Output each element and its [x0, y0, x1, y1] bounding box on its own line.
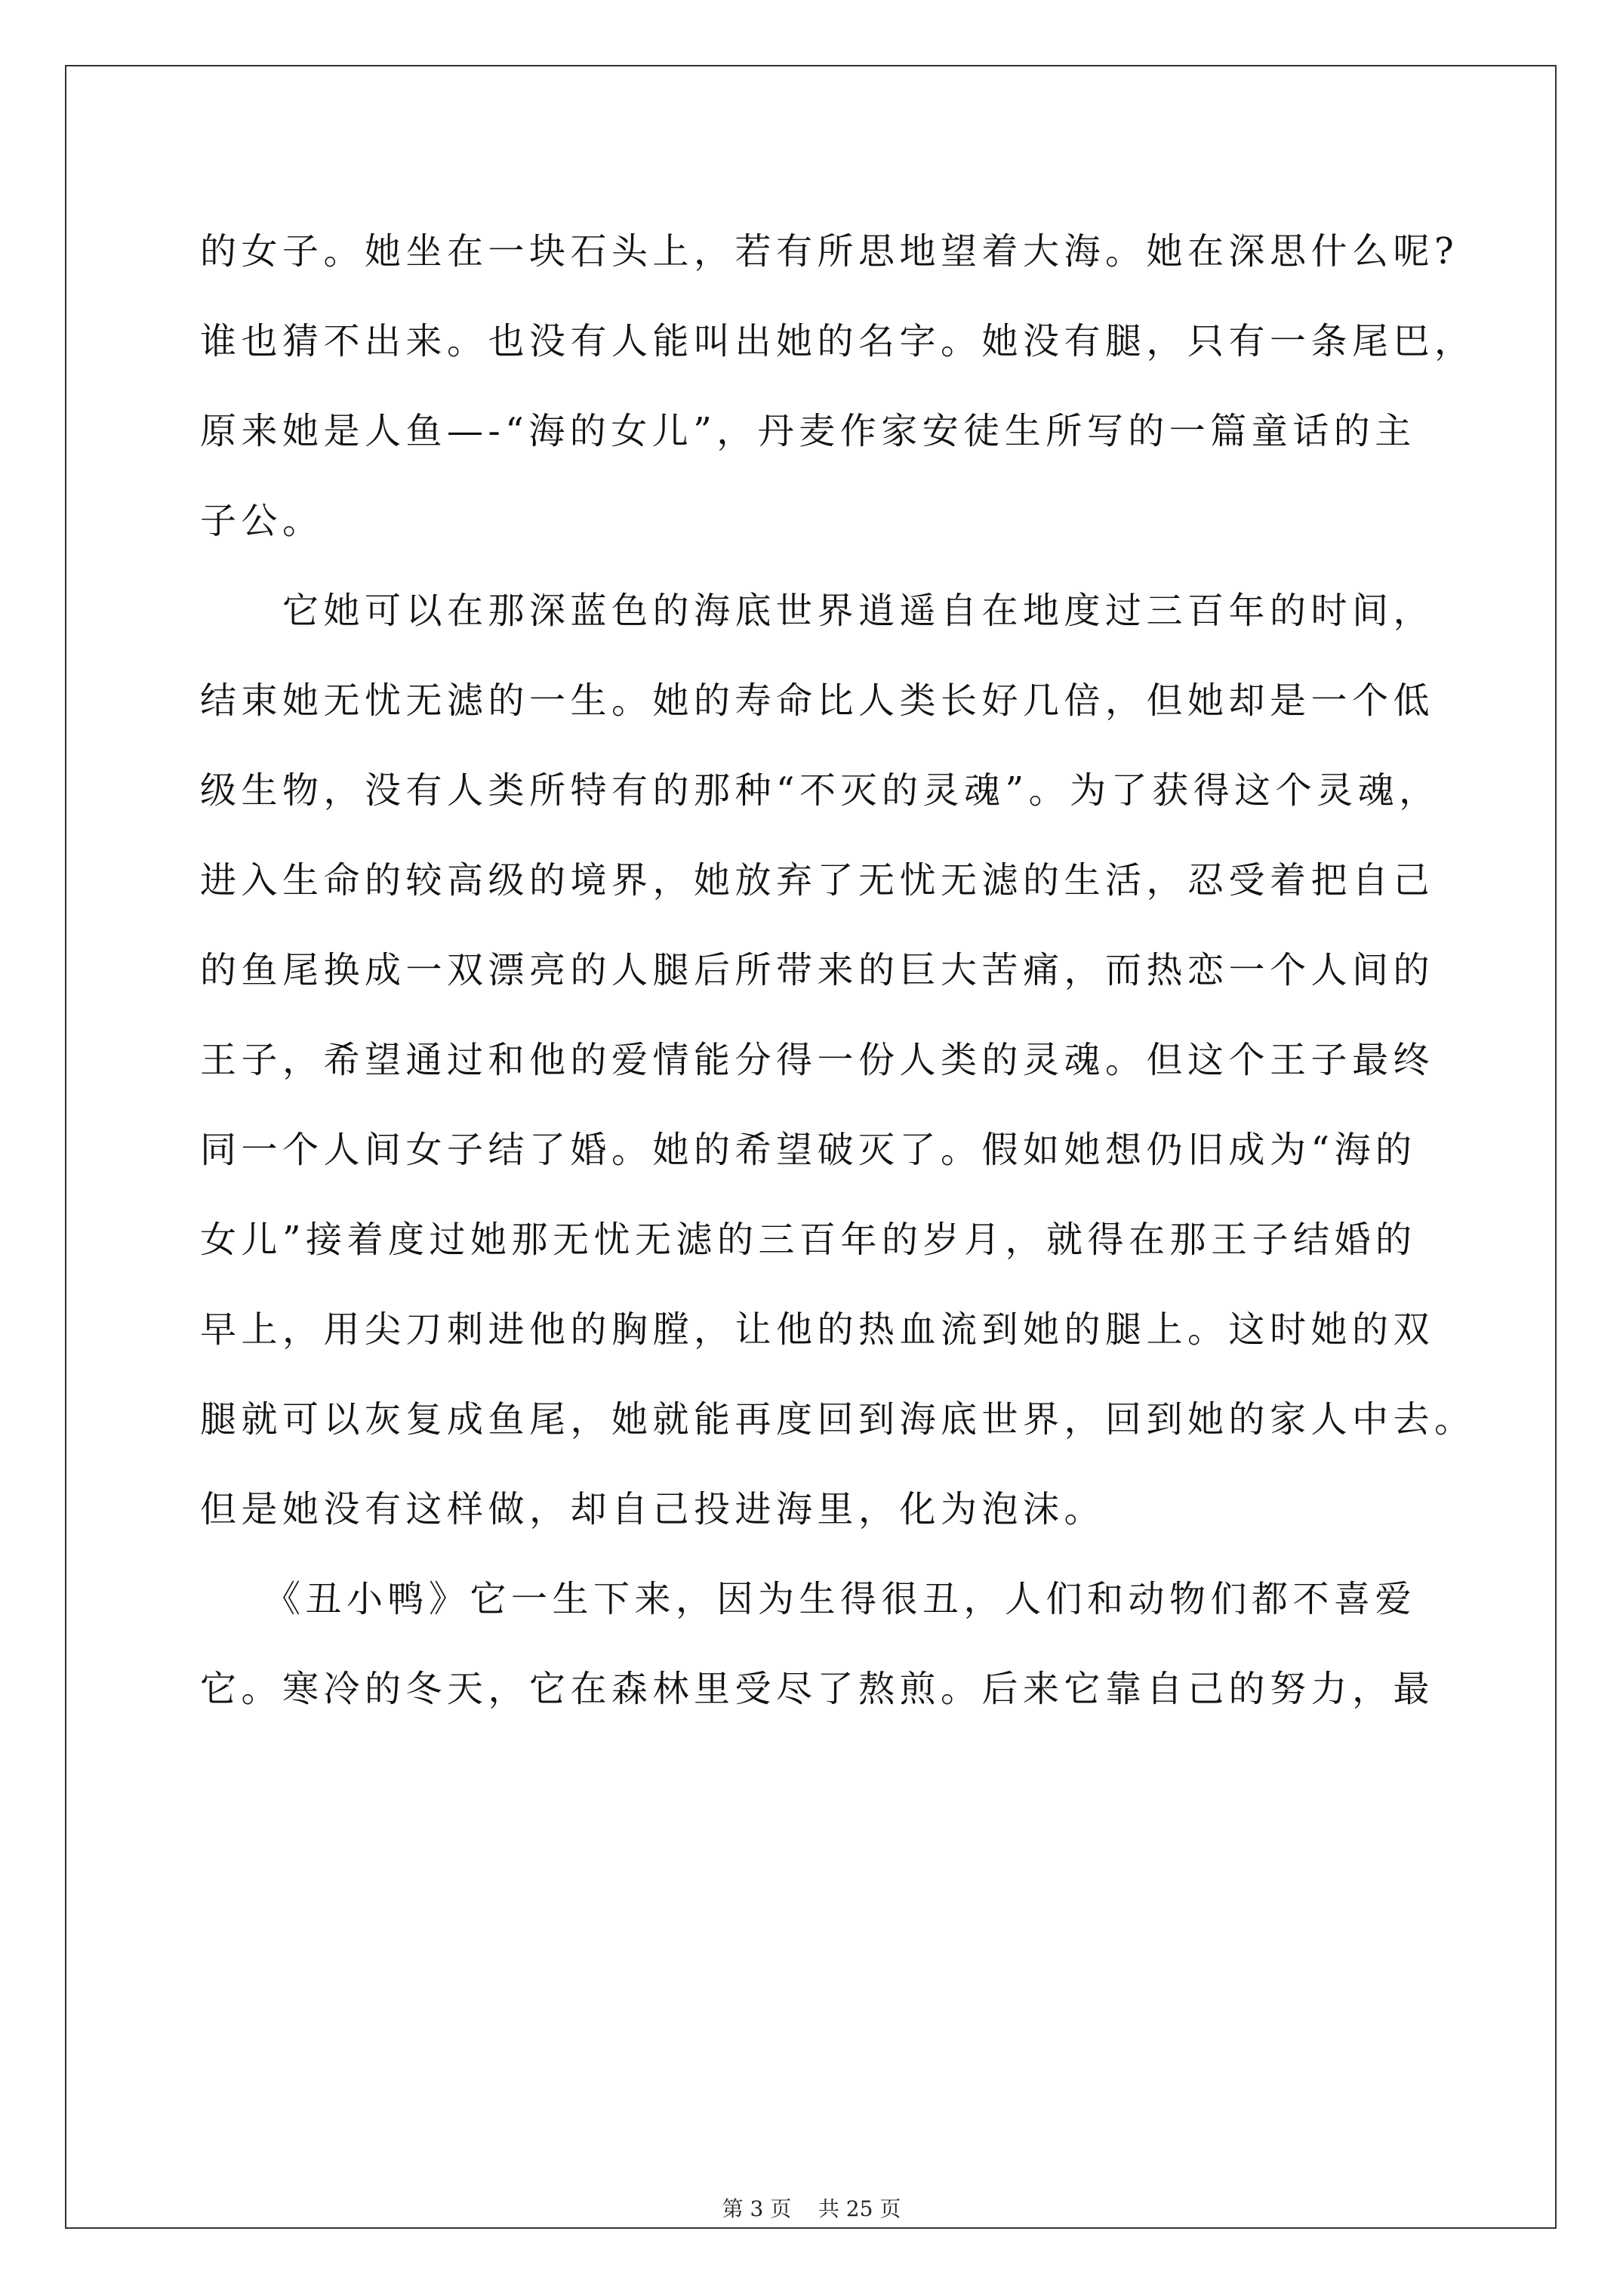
text-line: 进入生命的较高级的境界，她放弃了无忧无滤的生活，忍受着把自己	[200, 859, 1435, 901]
text-line: 同一个人间女子结了婚。她的希望破灭了。假如她想仍旧成为“海的	[200, 1129, 1417, 1171]
text-line: 结束她无忧无滤的一生。她的寿命比人类长好几倍，但她却是一个低	[200, 680, 1435, 722]
text-line: 早上，用尖刀刺进他的胸膛，让他的热血流到她的腿上。这时她的双	[200, 1308, 1435, 1351]
text-line: 原来她是人鱼—-“海的女儿”，丹麦作家安徒生所写的一篇童话的主	[200, 410, 1416, 452]
text-line: 的女子。她坐在一块石头上，若有所思地望着大海。她在深思什么呢?	[200, 230, 1459, 273]
page-number-current: 第 3 页	[722, 2196, 792, 2221]
text-line: 它她可以在那深蓝色的海底世界逍遥自在地度过三百年的时间，	[200, 590, 1435, 632]
text-line: 王子，希望通过和他的爱情能分得一份人类的灵魂。但这个王子最终	[200, 1039, 1435, 1081]
text-line: 腿就可以灰复成鱼尾，她就能再度回到海底世界，回到她的家人中去。	[200, 1398, 1476, 1441]
text-line: 但是她没有这样做，却自己投进海里，化为泡沫。	[200, 1488, 1106, 1530]
page-footer	[0, 2196, 1623, 2223]
text-line: 《丑小鸭》它一生下来，因为生得很丑，人们和动物们都不喜爱	[200, 1578, 1417, 1620]
text-line: 女儿”接着度过她那无忧无滤的三百年的岁月，就得在那王子结婚的	[200, 1219, 1417, 1261]
text-line: 它。寒冷的冬天，它在森林里受尽了熬煎。后来它靠自己的努力，最	[200, 1668, 1435, 1710]
text-line: 级生物，没有人类所特有的那种“不灭的灵魂”。为了获得这个灵魂，	[200, 769, 1440, 812]
page-number-total: 共 25 页	[818, 2196, 901, 2221]
text-line: 的鱼尾换成一双漂亮的人腿后所带来的巨大苦痛，而热恋一个人间的	[200, 949, 1435, 991]
text-line: 谁也猜不出来。也没有人能叫出她的名字。她没有腿，只有一条尾巴，	[200, 320, 1476, 362]
text-line: 子公。	[200, 500, 324, 542]
